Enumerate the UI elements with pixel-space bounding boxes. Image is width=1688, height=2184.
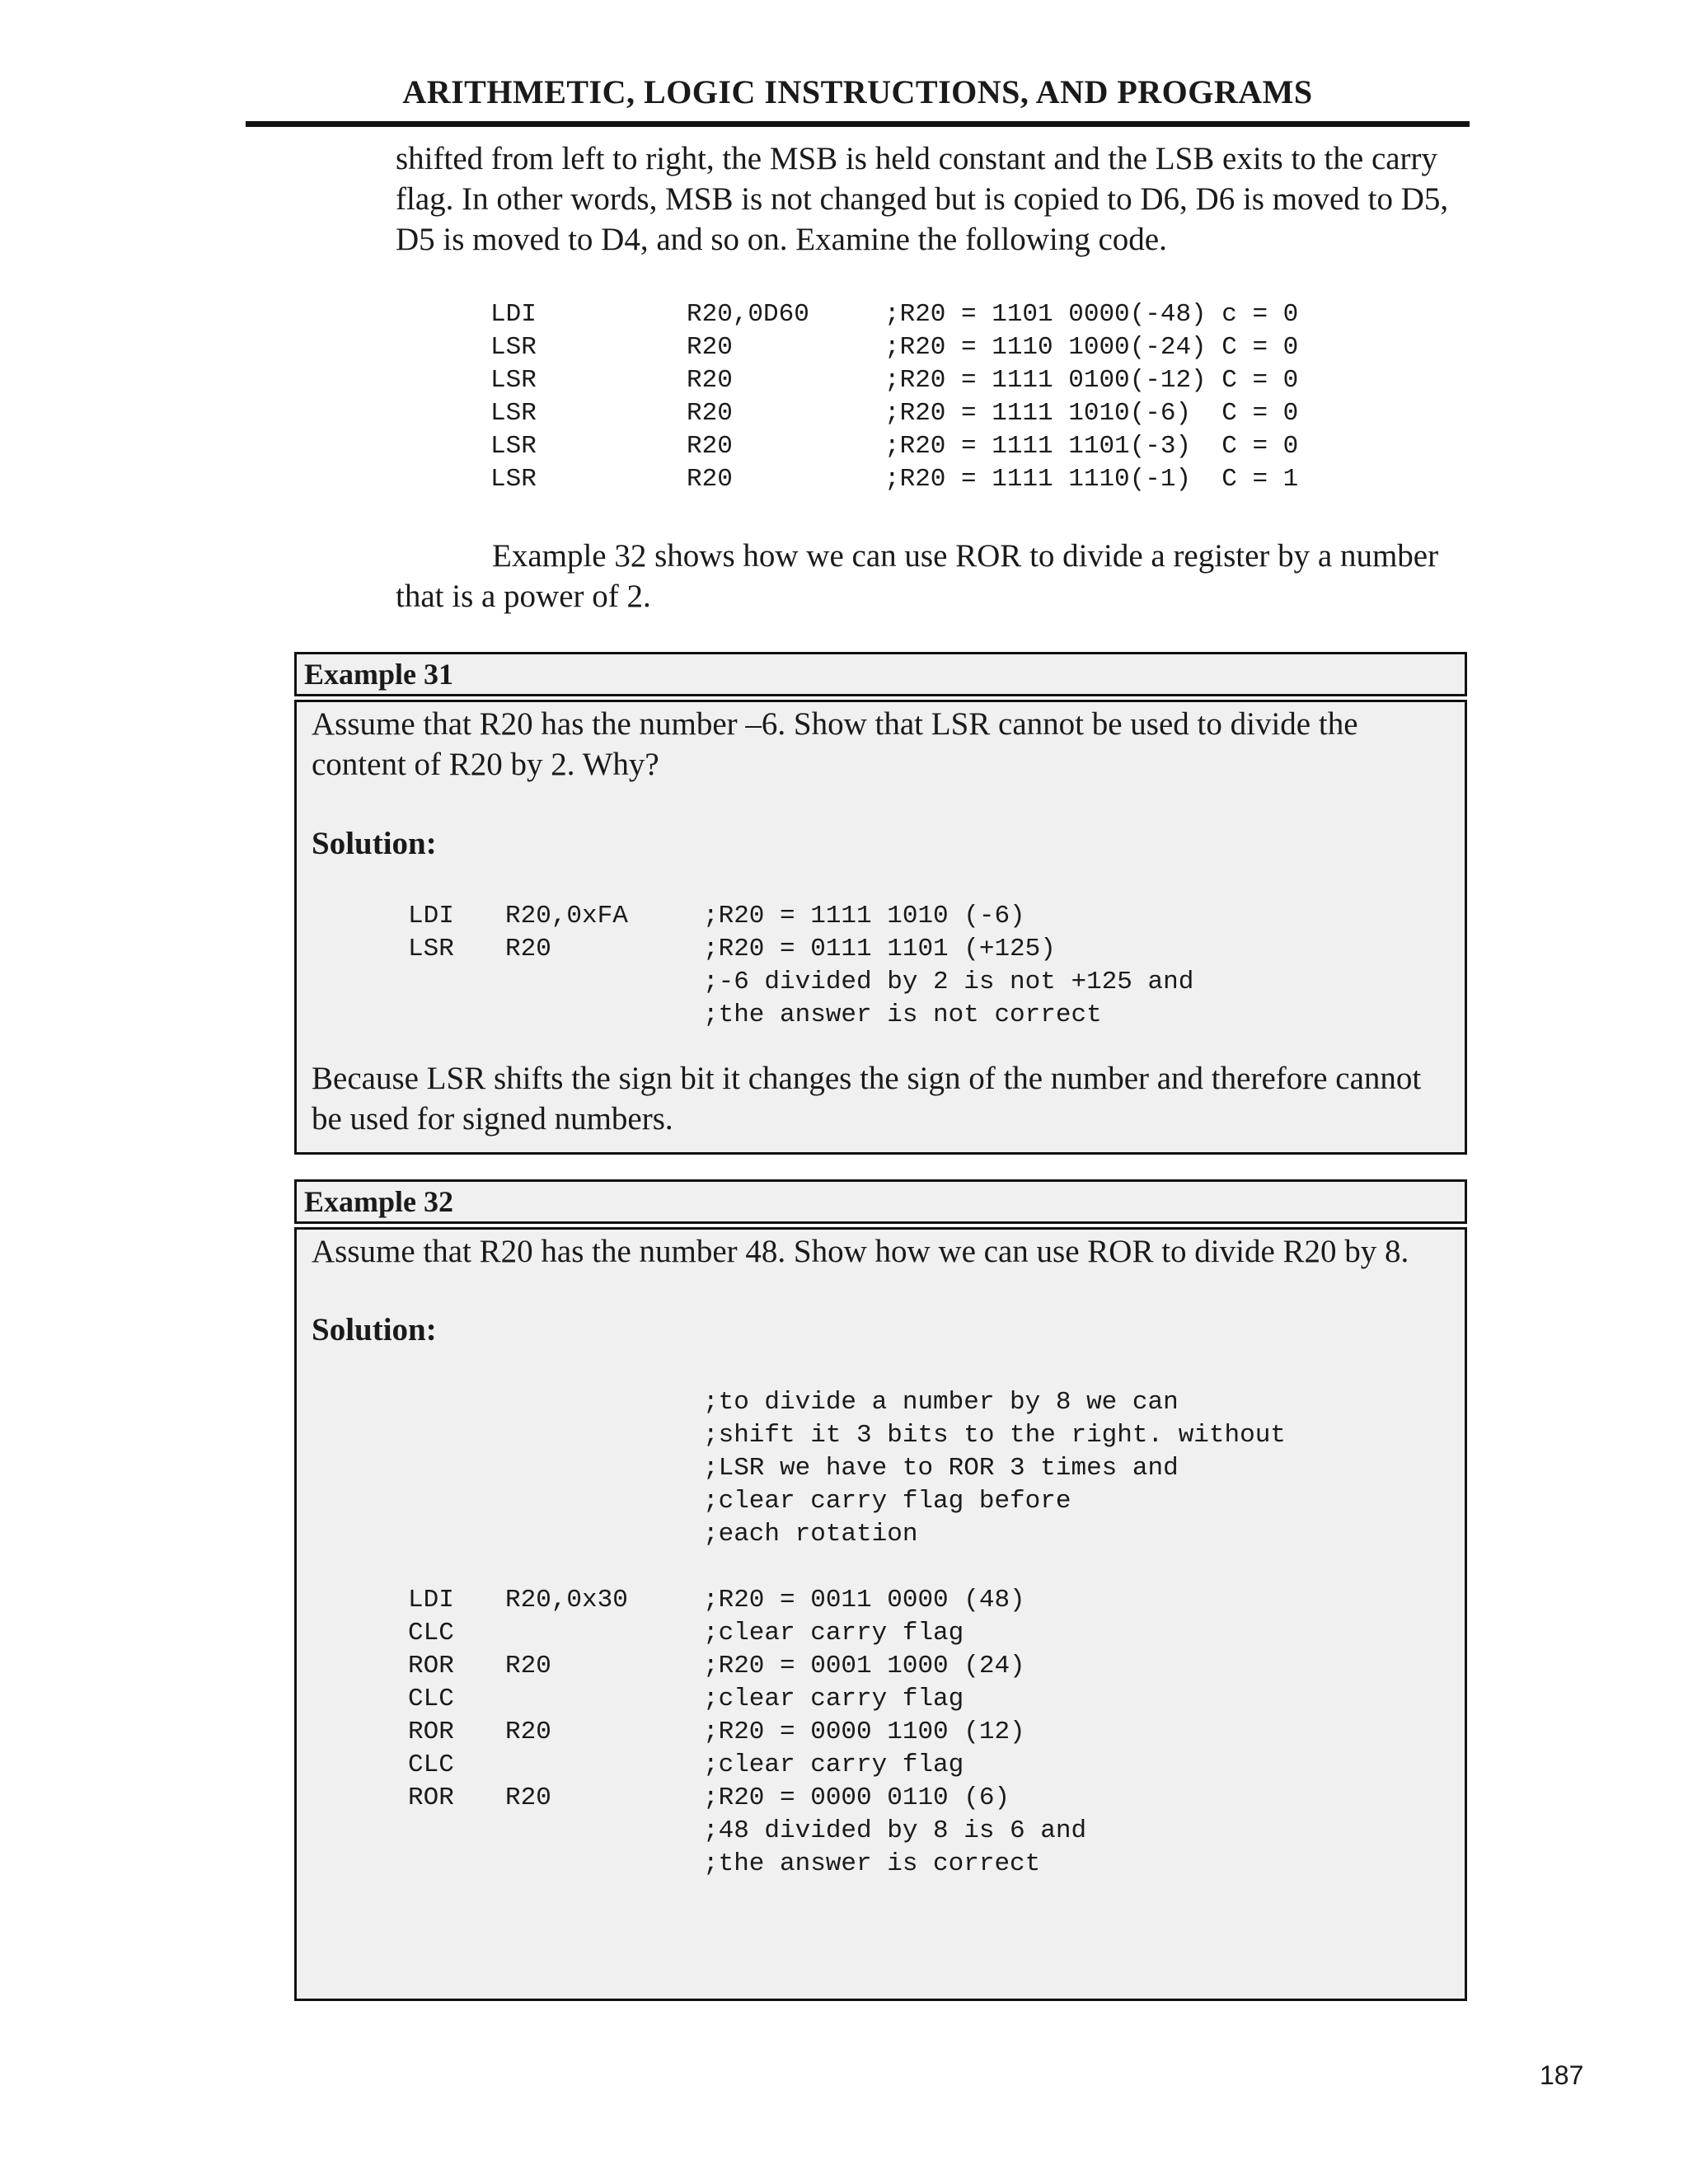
code-comment: ;each rotation [703,1520,918,1549]
example-31-solution-label: Solution: [312,826,437,861]
code-line [408,900,1193,933]
code-arg: R20 [687,399,733,428]
code-line [490,364,1298,397]
code-comment: ;R20 = 1111 1010 (-6) [703,902,1025,930]
code-op: LDI [490,300,537,329]
code-arg: R20 [505,1783,551,1812]
code-arg [505,1386,703,1419]
code-comment: ;R20 = 1111 1110(-1) C = 1 [884,465,1299,494]
page-number: 187 [1540,2060,1584,2090]
code-op [408,1815,505,1848]
example-31-code [408,900,1193,1032]
code-line [408,1815,1286,1848]
code-op: LDI [408,1586,454,1615]
code-op: LSR [490,366,537,395]
code-line [408,1650,1286,1683]
code-arg [505,1848,703,1881]
code-comment: ;to divide a number by 8 we can [703,1388,1179,1417]
code-op [408,1551,505,1584]
code-arg [505,1815,703,1848]
code-line [408,1584,1286,1617]
code-op [408,1452,505,1485]
example-31-body [294,700,1467,1155]
code-comment: ;R20 = 0011 0000 (48) [703,1586,1025,1615]
code-line [408,1617,1286,1650]
code-arg [505,999,703,1032]
code-op: LSR [490,399,537,428]
example-32-body [294,1227,1467,2001]
code-arg: R20 [687,333,733,362]
code-line [408,1683,1286,1716]
code-arg [505,966,703,999]
code-line [408,1485,1286,1518]
code-arg [505,1749,703,1782]
example-32-solution-label: Solution: [312,1312,437,1347]
code-comment: ;R20 = 1111 1101(-3) C = 0 [884,432,1299,461]
code-op: LSR [490,432,537,461]
code-line [408,966,1193,999]
code-op: ROR [408,1783,454,1812]
example-31-question: Assume that R20 has the number –6. Show that LSR cannot be used to divide the content of R20 by 2. Why? [312,706,1358,782]
code-arg: R20 [687,432,733,461]
code-op: CLC [408,1750,454,1779]
code-op [408,1848,505,1881]
code-comment: ;clear carry flag before [703,1487,1071,1516]
code-op [408,1386,505,1419]
code-line [408,1782,1286,1815]
code-comment: ;-6 divided by 2 is not +125 and [703,968,1194,996]
code-comment: ;R20 = 1110 1000(-24) C = 0 [884,333,1299,362]
intro-paragraph: shifted from left to right, the MSB is held constant and the LSB exits to the carry flag. In other words, MSB is not changed but is copied to D6, D6 is moved to D5, D5 is moved to D4, and so on. Examine the following code. [396,141,1449,257]
code-line [490,298,1298,331]
code-line [408,1452,1286,1485]
code-op: ROR [408,1718,454,1746]
code-comment: ;R20 = 1111 1010(-6) C = 0 [884,399,1299,428]
code-op: LSR [408,935,454,963]
code-comment: ;LSR we have to ROR 3 times and [703,1454,1179,1483]
code-line [408,1749,1286,1782]
code-line [408,1848,1286,1881]
code-comment: ;the answer is not correct [703,1001,1102,1029]
example-31-conclusion: Because LSR shifts the sign bit it changes the sign of the number and therefore cannot be used for signed numbers. [312,1061,1422,1137]
code-comment: ;R20 = 0111 1101 (+125) [703,935,1056,963]
code-arg [505,1551,703,1584]
code-arg: R20 [505,935,551,963]
code-comment: ;R20 = 0001 1000 (24) [703,1652,1025,1680]
code-comment: ;clear carry flag [703,1619,964,1647]
code-line [408,1716,1286,1749]
code-op: CLC [408,1619,454,1647]
code-arg: R20,0D60 [687,300,809,329]
code-line [490,397,1298,430]
code-op [408,1485,505,1518]
code-line [408,1518,1286,1551]
code-op: LSR [490,465,537,494]
code-op: LDI [408,902,454,930]
code-op [408,966,505,999]
code-line [490,463,1298,496]
code-op: ROR [408,1652,454,1680]
code-arg: R20 [505,1652,551,1680]
code-comment: ;R20 = 1111 0100(-12) C = 0 [884,366,1299,395]
code-arg: R20,0xFA [505,902,628,930]
code-comment: ;R20 = 0000 1100 (12) [703,1718,1025,1746]
code-line [408,1419,1286,1452]
code-line [408,933,1193,966]
code-arg: R20 [687,465,733,494]
example-31-title: Example 31 [294,652,1467,696]
code-comment: ;48 divided by 8 is 6 and [703,1816,1087,1845]
example-32-code [408,1386,1286,1881]
code-op: CLC [408,1685,454,1713]
code-comment: ;clear carry flag [703,1685,964,1713]
example-32-question: Assume that R20 has the number 48. Show how we can use ROR to divide R20 by 8. [312,1234,1409,1269]
code-line [408,1386,1286,1419]
code-line [408,999,1193,1032]
code-arg: R20 [505,1718,551,1746]
code-line [408,1551,1286,1584]
code-arg [505,1452,703,1485]
code-line [490,331,1298,364]
code-arg: R20,0x30 [505,1586,628,1615]
code-block-lsr-signed [490,298,1298,496]
code-comment: ;clear carry flag [703,1750,964,1779]
code-comment: ;the answer is correct [703,1849,1041,1878]
code-arg: R20 [687,366,733,395]
code-comment: ;R20 = 1101 0000(-48) c = 0 [884,300,1299,329]
code-arg [505,1683,703,1716]
example-intro-paragraph: Example 32 shows how we can use ROR to divide a register by a number that is a power of 2. [396,538,1439,614]
header-rule [246,121,1470,127]
example-32-title: Example 32 [294,1179,1467,1224]
code-op [408,1518,505,1551]
code-op: LSR [490,333,537,362]
code-line [490,430,1298,463]
code-op [408,999,505,1032]
code-op [408,1419,505,1452]
code-arg [505,1617,703,1650]
code-arg [505,1485,703,1518]
code-comment: ;R20 = 0000 0110 (6) [703,1783,1010,1812]
code-arg [505,1518,703,1551]
running-header: ARITHMETIC, LOGIC INSTRUCTIONS, AND PROGRAMS [402,73,1313,110]
code-comment: ;shift it 3 bits to the right. without [703,1421,1286,1450]
code-arg [505,1419,703,1452]
